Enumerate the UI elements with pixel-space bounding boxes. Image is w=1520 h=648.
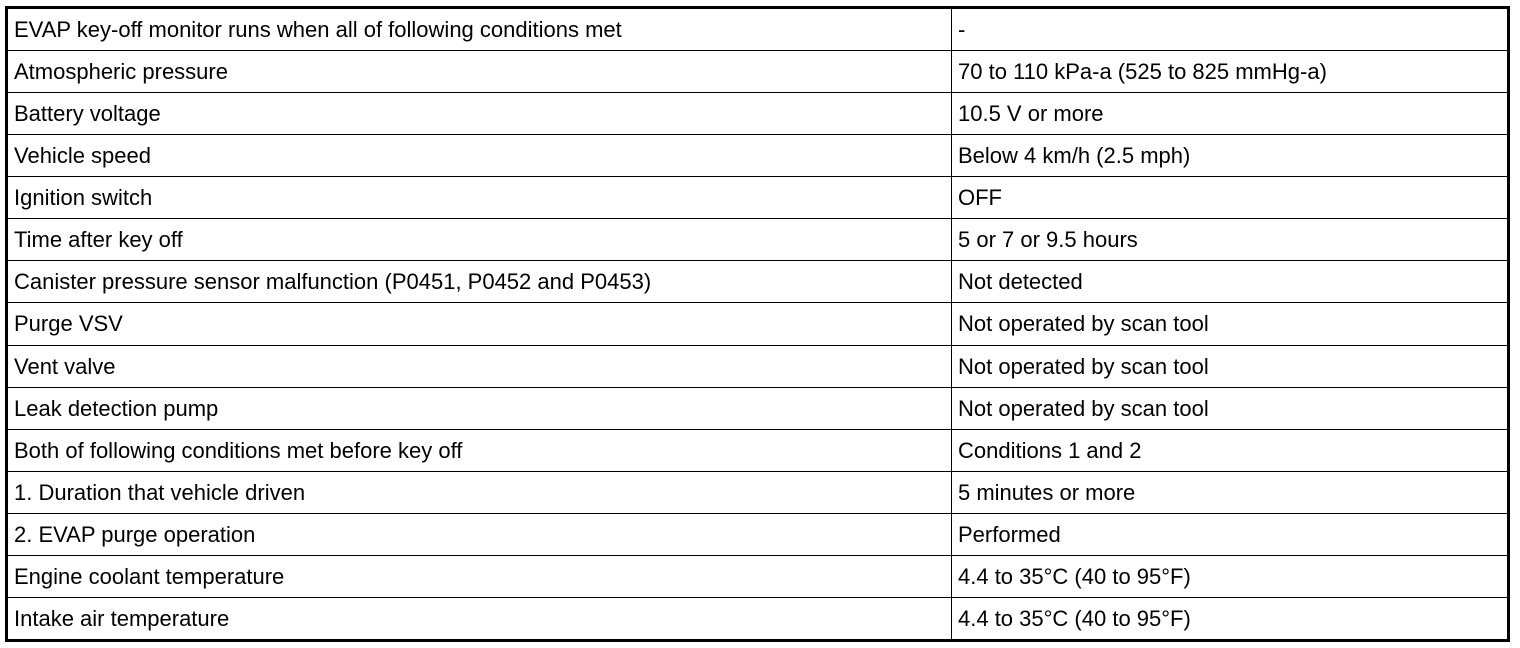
condition-item-cell: Leak detection pump: [7, 387, 952, 429]
condition-spec-cell: OFF: [952, 177, 1509, 219]
table-row: [7, 135, 1509, 177]
condition-item-cell: Vent valve: [7, 345, 952, 387]
condition-spec-cell: 4.4 to 35°C (40 to 95°F): [952, 555, 1509, 597]
condition-item-cell: Time after key off: [7, 219, 952, 261]
table-row: [7, 8, 1509, 51]
condition-item-cell: Both of following conditions met before key off: [7, 429, 952, 471]
table-row: [7, 177, 1509, 219]
table-row: [7, 429, 1509, 471]
condition-spec-cell: 10.5 V or more: [952, 93, 1509, 135]
condition-item-cell: Battery voltage: [7, 93, 952, 135]
condition-spec-cell: Below 4 km/h (2.5 mph): [952, 135, 1509, 177]
condition-item-cell: Purge VSV: [7, 303, 952, 345]
table-row: [7, 261, 1509, 303]
condition-spec-cell: 70 to 110 kPa-a (525 to 825 mmHg-a): [952, 51, 1509, 93]
condition-spec-cell: Conditions 1 and 2: [952, 429, 1509, 471]
condition-item-cell: Intake air temperature: [7, 597, 952, 640]
conditions-table: [5, 6, 1510, 642]
condition-item-cell: 1. Duration that vehicle driven: [7, 471, 952, 513]
table-row: [7, 387, 1509, 429]
condition-item-cell: Ignition switch: [7, 177, 952, 219]
condition-item-cell: EVAP key-off monitor runs when all of following conditions met: [7, 8, 952, 51]
condition-spec-cell: Not operated by scan tool: [952, 345, 1509, 387]
condition-spec-cell: -: [952, 8, 1509, 51]
condition-item-cell: Vehicle speed: [7, 135, 952, 177]
table-row: [7, 555, 1509, 597]
condition-item-cell: Atmospheric pressure: [7, 51, 952, 93]
condition-spec-cell: Performed: [952, 513, 1509, 555]
table-row: [7, 93, 1509, 135]
condition-spec-cell: 4.4 to 35°C (40 to 95°F): [952, 597, 1509, 640]
table-row: [7, 345, 1509, 387]
table-row: [7, 471, 1509, 513]
condition-item-cell: 2. EVAP purge operation: [7, 513, 952, 555]
condition-spec-cell: Not detected: [952, 261, 1509, 303]
condition-spec-cell: Not operated by scan tool: [952, 387, 1509, 429]
table-row: [7, 51, 1509, 93]
condition-spec-cell: 5 minutes or more: [952, 471, 1509, 513]
table-row: [7, 513, 1509, 555]
table-row: [7, 303, 1509, 345]
condition-item-cell: Engine coolant temperature: [7, 555, 952, 597]
condition-spec-cell: Not operated by scan tool: [952, 303, 1509, 345]
table-row: [7, 219, 1509, 261]
table-row: [7, 597, 1509, 640]
condition-item-cell: Canister pressure sensor malfunction (P0451, P0452 and P0453): [7, 261, 952, 303]
condition-spec-cell: 5 or 7 or 9.5 hours: [952, 219, 1509, 261]
